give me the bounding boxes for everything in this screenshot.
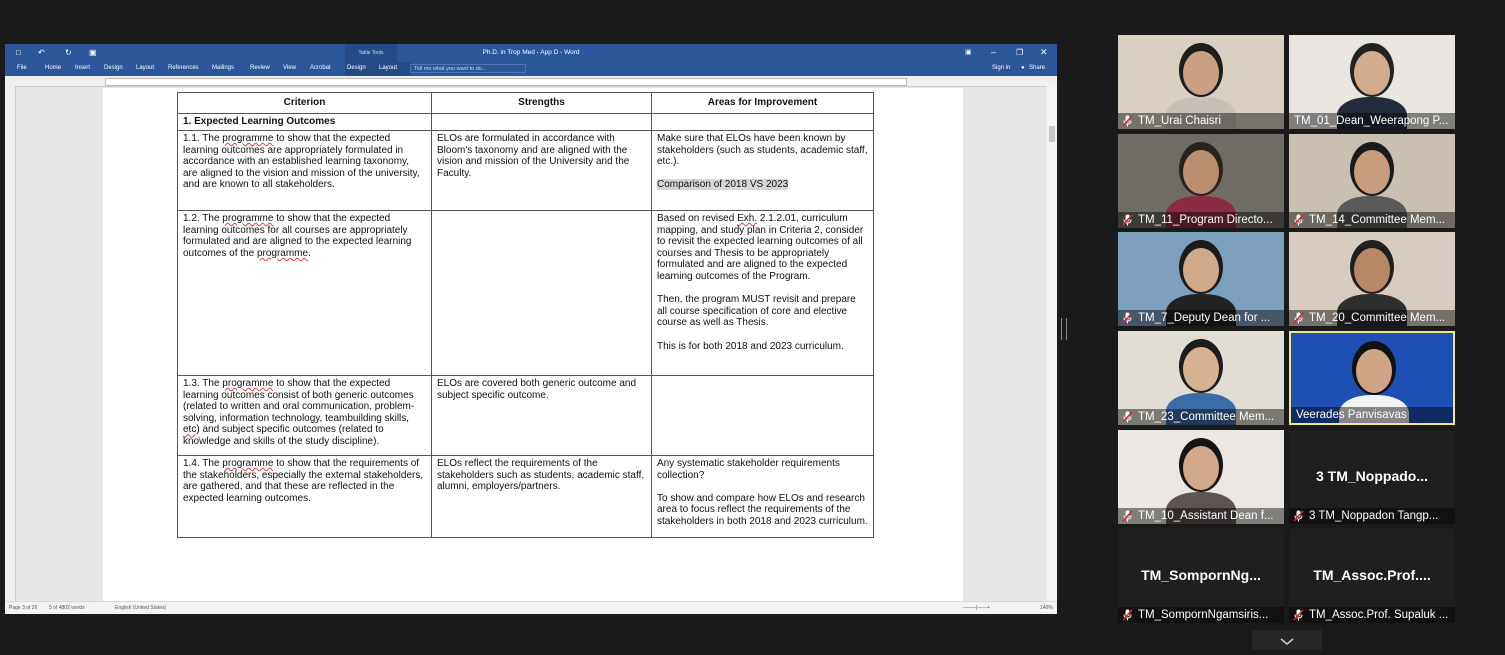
participant-tile[interactable] xyxy=(1118,232,1284,326)
participant-name-display: TM_SompornNg... xyxy=(1141,567,1261,583)
improvement-text: Make sure that ELOs have been known by stakeholders (such as students, academic staff, etc.). xyxy=(657,133,868,168)
participant-caption xyxy=(1118,113,1284,129)
header-criterion: Criterion xyxy=(178,93,432,114)
participant-tile[interactable] xyxy=(1289,529,1455,623)
participant-tile[interactable] xyxy=(1289,232,1455,326)
strengths-cell[interactable]: ELOs are formulated in accordance with Bloom's taxonomy and are aligned with the vision and mission of the University and the Faculty. xyxy=(432,131,652,211)
tab-acrobat[interactable]: Acrobat xyxy=(310,65,331,71)
criterion-cell[interactable]: 1.1. The programme to show that the expected learning outcomes are appropriately formulated in accordance with an established learning taxonomy, are aligned to the vision and mission of the university, and are known to all stakeholders. xyxy=(178,131,432,211)
criterion-cell[interactable]: 1.4. The programme to show that the requirements of the stakeholders, especially the external stakeholders, are gathered, and that these are reflected in the expected learning outcomes. xyxy=(178,456,432,538)
word-count[interactable]: 5 of 4802 words xyxy=(49,605,85,611)
sign-in-link[interactable]: Sign in xyxy=(992,65,1011,71)
improvement-text: This is for both 2018 and 2023 curriculum. xyxy=(657,340,844,352)
touch-mode-icon[interactable]: ▣ xyxy=(89,48,97,57)
participant-tile[interactable] xyxy=(1289,134,1455,228)
participant-name: TM_01_Dean_Weerapong P... xyxy=(1294,115,1449,127)
tab-table-layout[interactable]: Layout xyxy=(379,65,398,71)
participant-caption xyxy=(1118,508,1284,524)
participant-name: TM_Urai Chaisri xyxy=(1138,115,1222,127)
participant-tile[interactable] xyxy=(1118,331,1284,425)
participant-tile[interactable] xyxy=(1118,529,1284,623)
zoom-level[interactable]: 140% xyxy=(1040,605,1053,611)
participant-caption xyxy=(1118,409,1284,425)
ribbon-display-icon[interactable]: ▣ xyxy=(965,49,972,56)
chevron-down-icon xyxy=(1252,630,1322,650)
participant-caption xyxy=(1291,407,1453,423)
share-person-icon[interactable]: ● xyxy=(1021,65,1025,71)
tab-view[interactable]: View xyxy=(283,65,296,71)
muted-mic-icon xyxy=(1293,214,1304,226)
redo-icon[interactable]: ↻ xyxy=(65,48,72,57)
participant-caption xyxy=(1289,113,1455,129)
participant-name-display: TM_Assoc.Prof.... xyxy=(1313,567,1431,583)
tab-home[interactable]: Home xyxy=(45,65,62,71)
participant-name: TM_Assoc.Prof. Supaluk ... xyxy=(1309,609,1449,621)
table-row xyxy=(178,211,874,376)
improvement-cell[interactable] xyxy=(652,131,874,211)
gallery-expand-button[interactable] xyxy=(1252,630,1322,650)
page-count[interactable]: Page 3 of 26 xyxy=(9,605,38,611)
close-icon[interactable]: ✕ xyxy=(1040,47,1048,57)
document-title: Ph.D. in Trop Med - App D - Word xyxy=(482,49,580,56)
improvement-text: Based on revised Exh. 2.1.2.01, curriculum mapping, and study plan in Criteria 2, consider to revisit the expected learning outcomes of all courses and Thesis to be appropriately formulated and are aligned to the expected learning outcomes of the Program. xyxy=(657,213,864,282)
tab-review[interactable]: Review xyxy=(250,65,270,71)
tab-table-design[interactable]: Design xyxy=(347,65,366,71)
table-row xyxy=(178,131,874,211)
improvement-text: Then, the program MUST revisit and prepare all course specification of core and elective course as well as Thesis. xyxy=(657,294,856,329)
strengths-cell[interactable]: ELOs reflect the requirements of the stakeholders such as students, academic staff, alumni, employers/partners. xyxy=(432,456,652,538)
tab-references[interactable]: References xyxy=(168,65,199,71)
word-title-bar xyxy=(5,44,1057,62)
muted-mic-icon xyxy=(1122,609,1133,621)
muted-mic-icon xyxy=(1293,312,1304,324)
participant-name: TM_10_Assistant Dean f... xyxy=(1138,510,1274,522)
improvement-cell[interactable] xyxy=(652,376,874,456)
muted-mic-icon xyxy=(1293,510,1304,522)
criteria-table xyxy=(177,92,874,538)
participant-name: TM_23_Committee Mem... xyxy=(1138,411,1275,423)
improvement-text: To show and compare how ELOs and research area to focus reflect the requirements of the stakeholders in both 2018 and 2023 curriculum. xyxy=(657,492,868,527)
participant-name: TM_14_Committee Mem... xyxy=(1309,214,1446,226)
header-strengths: Strengths xyxy=(432,93,652,114)
tab-mailings[interactable]: Mailings xyxy=(212,65,235,71)
save-icon[interactable]: □ xyxy=(16,48,21,57)
table-row xyxy=(178,376,874,456)
table-tools-label: Table Tools xyxy=(345,44,397,62)
muted-mic-icon xyxy=(1122,214,1133,226)
tell-me-search[interactable]: Tell me what you want to do... xyxy=(410,64,526,73)
tab-file[interactable]: File xyxy=(17,65,27,71)
shared-screen xyxy=(5,44,1057,614)
table-header-row xyxy=(178,93,874,114)
muted-mic-icon xyxy=(1293,609,1304,621)
ribbon-tabs xyxy=(5,62,1057,76)
table-row xyxy=(178,456,874,538)
participant-name: TM_11_Program Directo... xyxy=(1138,214,1273,226)
improvement-cell[interactable] xyxy=(652,456,874,538)
zoom-slider[interactable]: –——|——+ xyxy=(963,605,990,611)
participant-name: Veerades Panvisavas xyxy=(1296,409,1407,421)
header-improvement: Areas for Improvement xyxy=(652,93,874,114)
participant-tile[interactable] xyxy=(1118,35,1284,129)
strengths-cell[interactable] xyxy=(432,211,652,376)
language-status[interactable]: English (United States) xyxy=(115,605,167,611)
participant-caption xyxy=(1289,212,1455,228)
participant-caption xyxy=(1118,607,1284,623)
muted-mic-icon xyxy=(1122,411,1133,423)
panel-resize-handle[interactable] xyxy=(1061,318,1067,340)
highlighted-text: Comparison of 2018 VS 2023 xyxy=(657,179,789,191)
participant-tile[interactable] xyxy=(1289,430,1455,524)
status-bar xyxy=(5,601,1057,614)
tab-insert[interactable]: Insert xyxy=(75,65,91,71)
restore-icon[interactable]: ❐ xyxy=(1016,48,1024,57)
participant-tile[interactable] xyxy=(1289,35,1455,129)
participant-tile[interactable] xyxy=(1118,134,1284,228)
section-row xyxy=(178,114,874,131)
participant-caption xyxy=(1289,508,1455,524)
share-button[interactable]: Share xyxy=(1029,65,1046,71)
participant-name: 3 TM_Noppadon Tangp... xyxy=(1309,510,1439,522)
horizontal-ruler xyxy=(5,76,1057,87)
section-title: 1. Expected Learning Outcomes xyxy=(178,114,432,131)
criterion-cell[interactable]: 1.2. The programme to show that the expected learning outcomes for all courses are appropriately formulated and are aligned to the expected learning outcomes of the programme. xyxy=(178,211,432,376)
participant-tile[interactable] xyxy=(1118,430,1284,524)
muted-mic-icon xyxy=(1122,312,1133,324)
vertical-ruler xyxy=(5,86,16,602)
document-page xyxy=(103,88,963,604)
participant-name: TM_SompornNgamsiris... xyxy=(1138,609,1269,621)
participant-caption xyxy=(1118,212,1284,228)
participant-caption xyxy=(1289,310,1455,326)
muted-mic-icon xyxy=(1122,510,1133,522)
undo-icon[interactable]: ↶ xyxy=(38,48,45,57)
tab-layout[interactable]: Layout xyxy=(136,65,155,71)
participant-name-display: 3 TM_Noppado... xyxy=(1316,468,1428,484)
criterion-cell[interactable]: 1.3. The programme to show that the expected learning outcomes consist of both generic outcomes (related to written and oral communication, problem-solving, information technology, teambuilding skills, etc) and subject specific outcomes (related to knowledge and skills of the study discipline). xyxy=(178,376,432,456)
tab-design[interactable]: Design xyxy=(104,65,123,71)
participant-caption xyxy=(1289,607,1455,623)
improvement-cell[interactable] xyxy=(652,211,874,376)
muted-mic-icon xyxy=(1122,115,1133,127)
minimize-icon[interactable]: – xyxy=(991,47,997,57)
participant-caption xyxy=(1118,310,1284,326)
vertical-scrollbar[interactable] xyxy=(1047,86,1057,602)
participant-name: TM_20_Committee Mem... xyxy=(1309,312,1446,324)
participant-tile[interactable] xyxy=(1289,331,1455,425)
strengths-cell[interactable]: ELOs are covered both generic outcome and subject specific outcome. xyxy=(432,376,652,456)
improvement-text: Any systematic stakeholder requirements collection? xyxy=(657,458,840,481)
participant-name: TM_7_Deputy Dean for ... xyxy=(1138,312,1271,324)
